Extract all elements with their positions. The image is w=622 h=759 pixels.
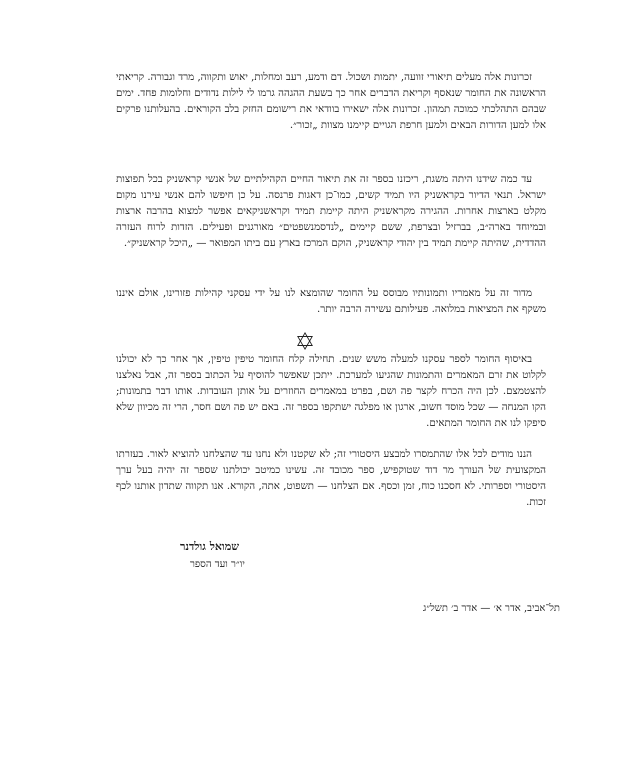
- paragraph-text: הננו מודים לכל אלו שהתמסרו למבצע היסטורי זה; לא שקטנו ולא נחנו עד שהצלחנו להוציא לאור. בעזרתו המקצועית של העורך מר דוד שטוקפיש, ספר מכובד זה. עשינו כמיטב יכולתנו שספר זה יהיה בעל ערך היסטורי וספרותי. לא חסכנו כוח, זמן וכסף. אם הצלחנו — תשפוט, אתה, הקורא. אנו תקווה שתדון אותנו לכף זכות.: [116, 449, 546, 508]
- date-line: תל־אביב, אדר א׳ — אדר ב׳ תשל״ג: [423, 603, 560, 614]
- paragraph-text: זכרונות אלה מעלים תיאורי זוועה, יתמות ושכול. דם ודמע, רעב ומחלות, יאוש ותקווה, מרד וגבורה. קריאתי הראשונה את החומר שנאסף וקריאת הדברים אחר כך בשעת ההגהה גרמו לי לילות נדודים וחלומות פחד. ימים שבהם התהלכתי כמוכה תמהון. זכרונות אלה ישאירו בוודאי את רישומם החזק בלב הקוראים. בהעלותנו פרקים אלו למען הדורות הבאים ולמען חרפת הגויים קיימנו מצוות „זכור״.: [116, 72, 546, 131]
- star-of-david-icon: [296, 332, 314, 350]
- signature-name: שמואל גולדנר: [180, 540, 240, 553]
- paragraph-memories: [116, 70, 546, 140]
- signature-role: יו״ר ועד הספר: [190, 559, 245, 570]
- paragraph-text: עד כמה שידנו היתה משגת, ריכזנו בספר זה את תיאור החיים הקהילתיים של אנשי קראשניק בכל תפוצות ישראל. תנאי הדיור בקראשניק היו תמיד קשים, כמו־כן דאגות פרנסה. על כן חיפשו להם אנשי עירנו מקום מקלט בארצות אחרות. ההגירה מקראשניק היתה קיימת תמיד וקראשניקאים אפשר למצוא בהרבה ארצות ובמיוחד בארה״ב, בברזיל ובצרפת, ששם קיימים „לנדסמנשפטים״ מאורגנים ופעילים. הזדות לרוח העזרה ההדדית, שהיתה קיימת תמיד בין יהודי קראשניק, הוקם המרכז בארץ עם ביתו המפואר — „היכל קראשניק״.: [116, 174, 546, 249]
- paragraph-section-basis: [116, 286, 546, 324]
- paragraph-text: באיסוף החומר לספר עסקנו למעלה משש שנים. תחילה קלח החומר טיפין טיפין, אך אחר כך לא יכולנו לקלוט את זרם המאמרים והתמונות שהגיעו למערכת. ייתכן שאפשר להוסיף על הכתוב בספר זה, אבל נאלצנו להצטמצם. לכן היה הכרח לקצר פה ושם, בפרט במאמרים החוזרים על אותן העובדות. אותו דבר בתמונות; הקו המנחה — שכל מוסד חשוב, ארגון או מפלגה ישתקפו בספר זה. באם יש פה ושם חסר, הרי זה מכיוון שלא סיפקו לנו את החומר המתאים.: [116, 354, 546, 429]
- paragraph-collection: [116, 352, 546, 438]
- paragraph-thanks: [116, 447, 546, 517]
- paragraph-community-life: [116, 172, 546, 258]
- paragraph-text: מדור זה על מאמריו ותמונותיו מבוסס על החומר שהומצא לנו על ידי עסקני קהילות פזורינו, אולם איננו משקף את המציאות במלואה. פעילותם עשירה הרבה יותר.: [116, 288, 546, 315]
